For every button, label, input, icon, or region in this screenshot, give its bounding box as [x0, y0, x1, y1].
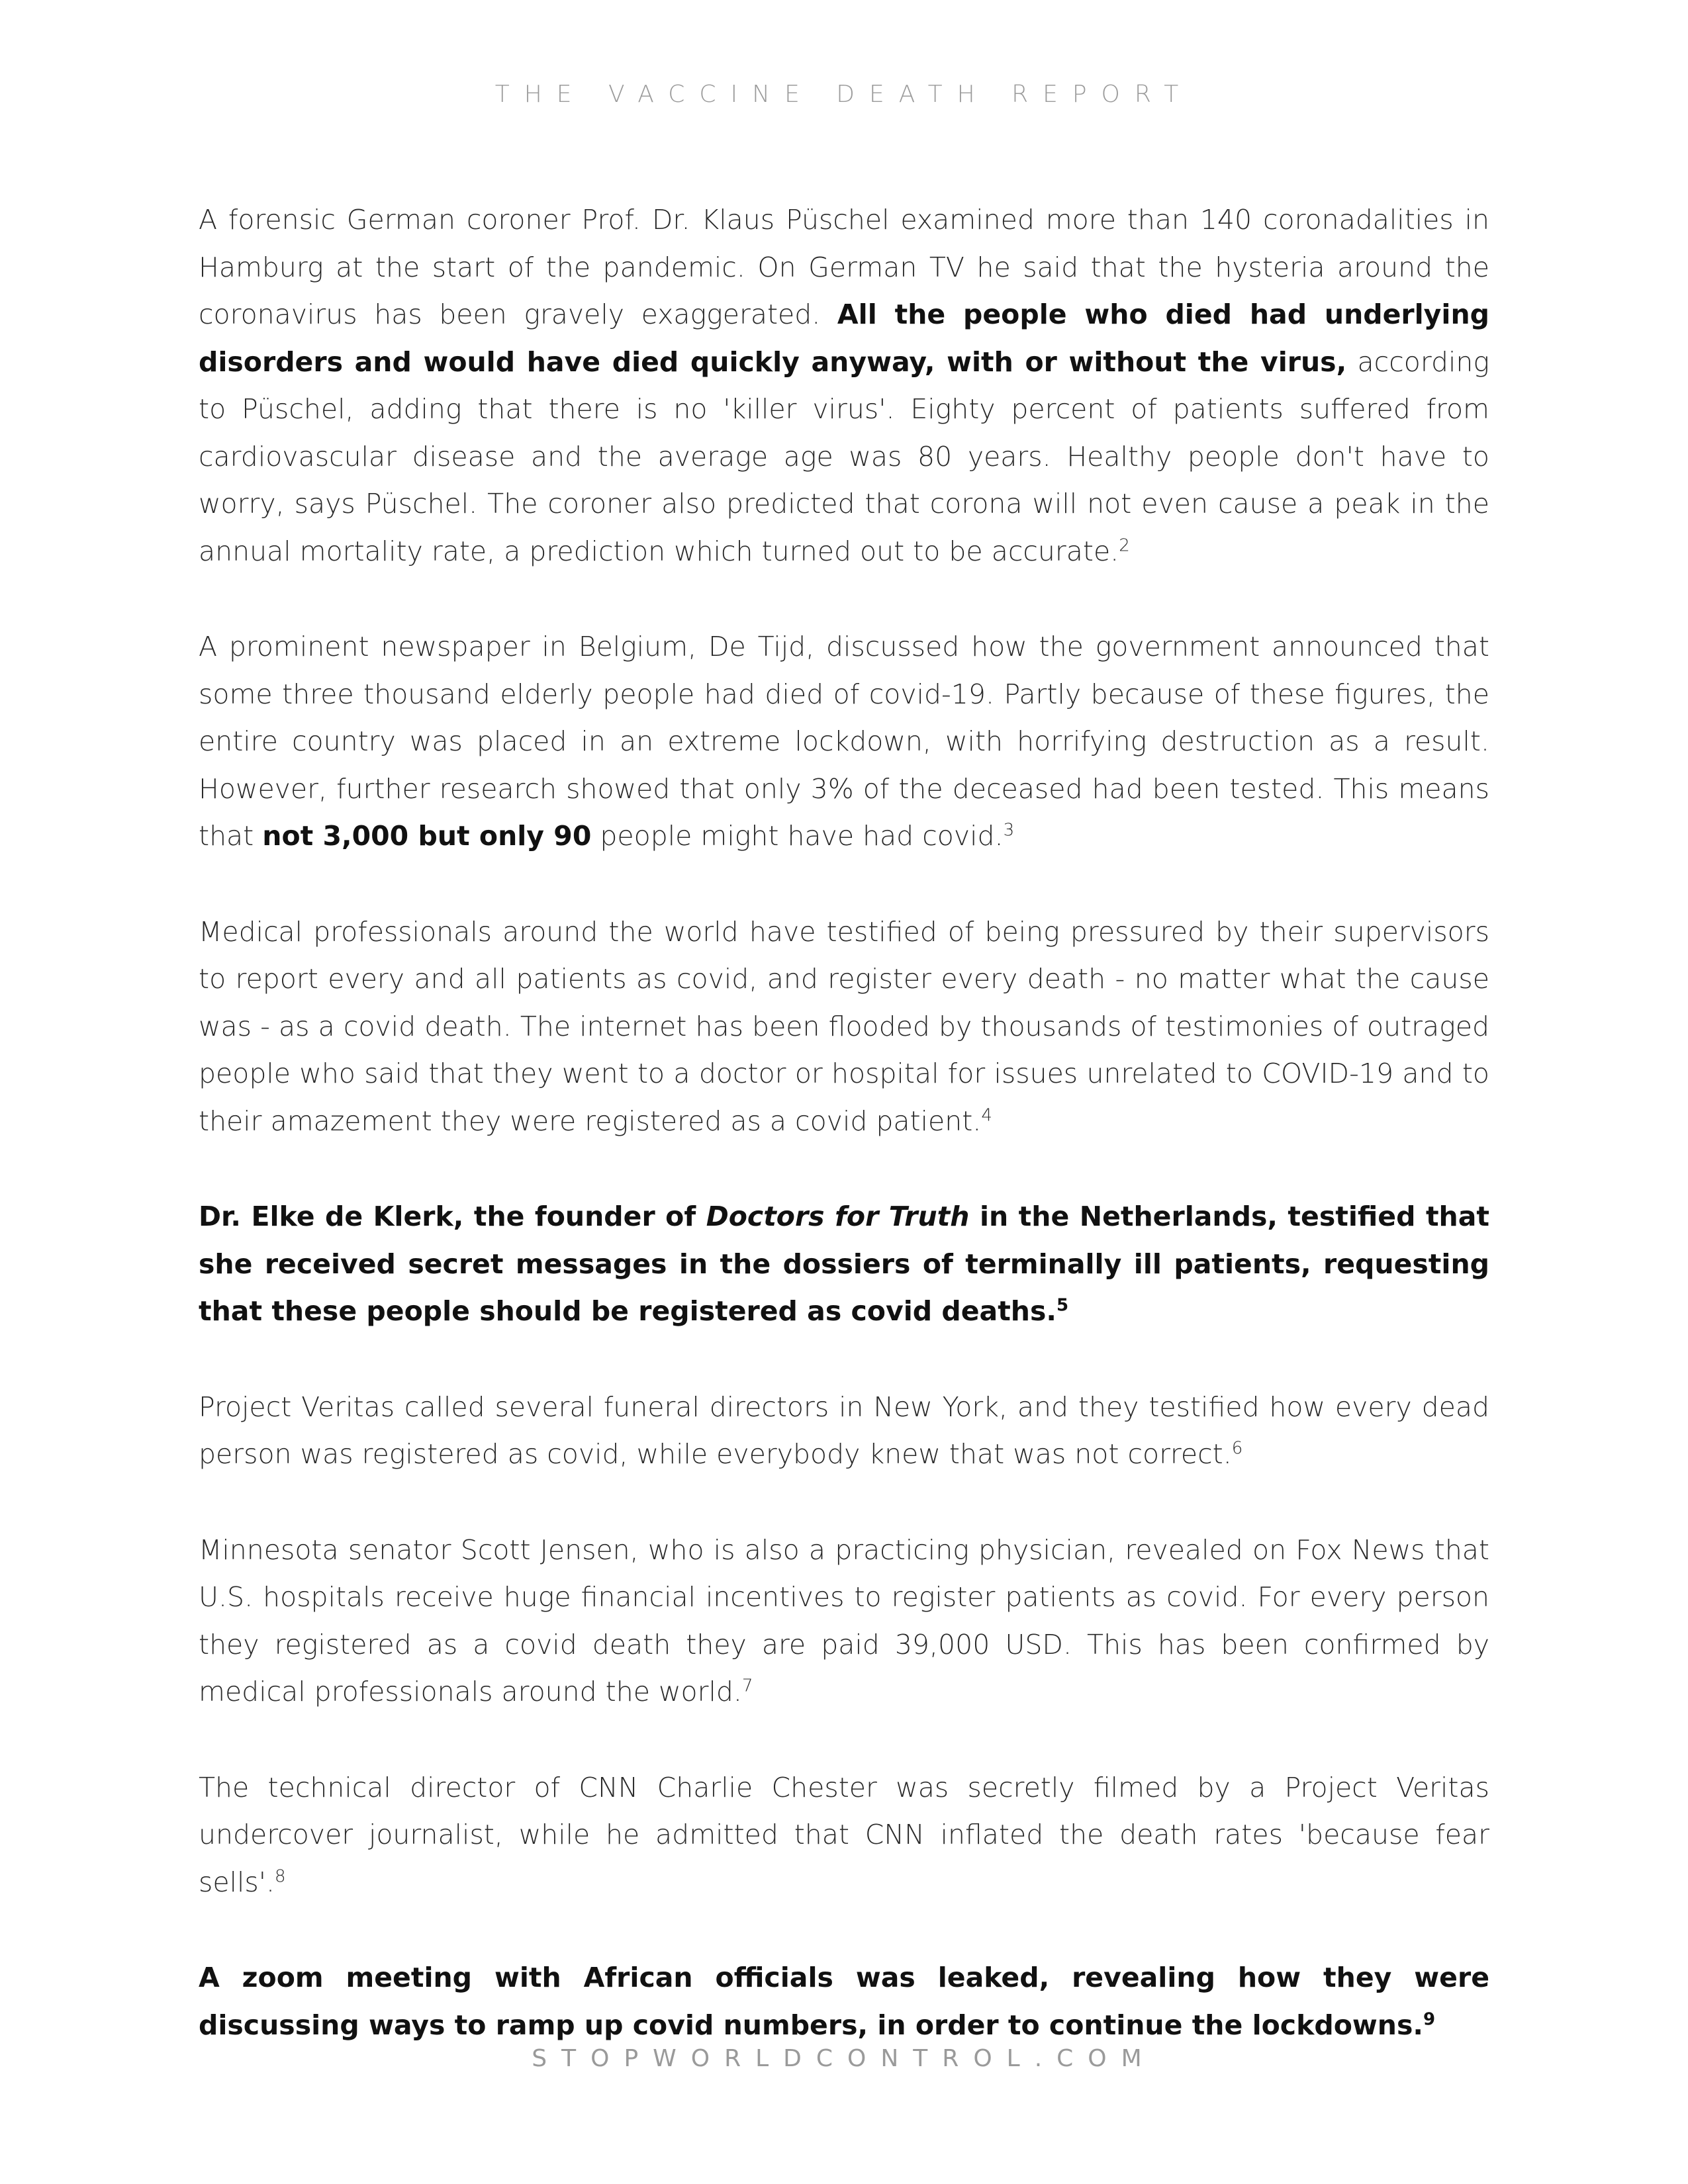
- paragraph-text: A zoom meeting with African officials was leaked, revealing how they were discussing ways to ramp up covid numbers, in order to continue the lockdowns.: [199, 1962, 1489, 2041]
- paragraph-cnn: [199, 1764, 1489, 1907]
- footnote-ref: 7: [741, 1676, 753, 1696]
- footnote-ref: 3: [1003, 820, 1015, 841]
- footnote-ref: 5: [1056, 1295, 1069, 1316]
- bold-statement: not 3,000 but only 90: [262, 820, 592, 852]
- running-header: THE VACCINE DEATH REPORT: [494, 81, 1194, 108]
- paragraph-text: Minnesota senator Scott Jensen, who is also a practicing physician, revealed on Fox News that U.S. hospitals receive huge financial incentives to register patients as covid. For every person they registered as a covid death they are paid 39,000 USD. This has been confirmed by medical professionals around the world.: [199, 1533, 1489, 1707]
- footnote-ref: 6: [1231, 1438, 1243, 1459]
- paragraph-project-veritas: [199, 1384, 1489, 1479]
- paragraph-text: in the Netherlands, testified that she received secret messages in the dossiers of terminally ill patients, requesting that these people should be registered as covid deaths.: [199, 1201, 1489, 1327]
- footnote-ref: 8: [275, 1866, 286, 1886]
- running-footer: STOPWORLDCONTROL.COM: [532, 2045, 1156, 2072]
- paragraph-text: according to Püschel, adding that there is no 'killer virus'. Eighty percent of patients suffered from cardiovascular disease and the average age was 80 years. Healthy people don't have to worry, says Püschel. The coroner also predicted that corona will not even cause a peak in the annual mortality rate, a prediction which turned out to be accurate.: [199, 345, 1489, 567]
- paragraph-text: The technical director of CNN Charlie Chester was secretly filmed by a Project Veritas undercover journalist, while he admitted that CNN inflated the death rates 'because fear sells'.: [199, 1771, 1489, 1898]
- paragraph-text: people might have had covid.: [591, 820, 1004, 852]
- paragraph-de-klerk: [199, 1193, 1489, 1336]
- paragraph-text: Dr. Elke de Klerk, the founder of: [199, 1201, 706, 1232]
- organization-name: Doctors for Truth: [706, 1201, 970, 1232]
- footnote-ref: 4: [981, 1105, 992, 1125]
- paragraph-zoom-meeting: [199, 1954, 1489, 2049]
- paragraph-jensen: [199, 1527, 1489, 1716]
- paragraph-text: A prominent newspaper in Belgium, De Tijd, discussed how the government announced that some three thousand elderly people had died of covid-19. Partly because of these figures, the entire country was placed in an extreme lockdown, with horrifying destruction as a result. However, further research showed that only 3% of the deceased had been tested. This means that: [199, 631, 1489, 852]
- document-body: [199, 197, 1489, 2097]
- footnote-ref: 2: [1119, 535, 1130, 555]
- paragraph-text: Project Veritas called several funeral directors in New York, and they testified how every dead person was registered as covid, while everybody knew that was not correct.: [199, 1390, 1489, 1470]
- paragraph-text: A forensic German coroner Prof. Dr. Klaus Püschel examined more than 140 coronadalities in Hamburg at the start of the pandemic. On German TV he said that the hysteria around the coronavirus has been gravely exaggerated.: [199, 204, 1489, 330]
- footnote-ref: 9: [1423, 2009, 1436, 2029]
- paragraph-medical-professionals: [199, 909, 1489, 1146]
- paragraph-puschel: [199, 197, 1489, 575]
- bold-statement: All the people who died had underlying disorders and would have died quickly anyway, with or without the virus,: [199, 298, 1489, 378]
- paragraph-belgium: [199, 623, 1489, 860]
- paragraph-text: Medical professionals around the world have testified of being pressured by their supervisors to report every and all patients as covid, and register every death - no matter what the cause was - as a covid death. The internet has been flooded by thousands of testimonies of outraged people who said that they went to a doctor or hospital for issues unrelated to COVID-19 and to their amazement they were registered as a covid patient.: [199, 915, 1489, 1137]
